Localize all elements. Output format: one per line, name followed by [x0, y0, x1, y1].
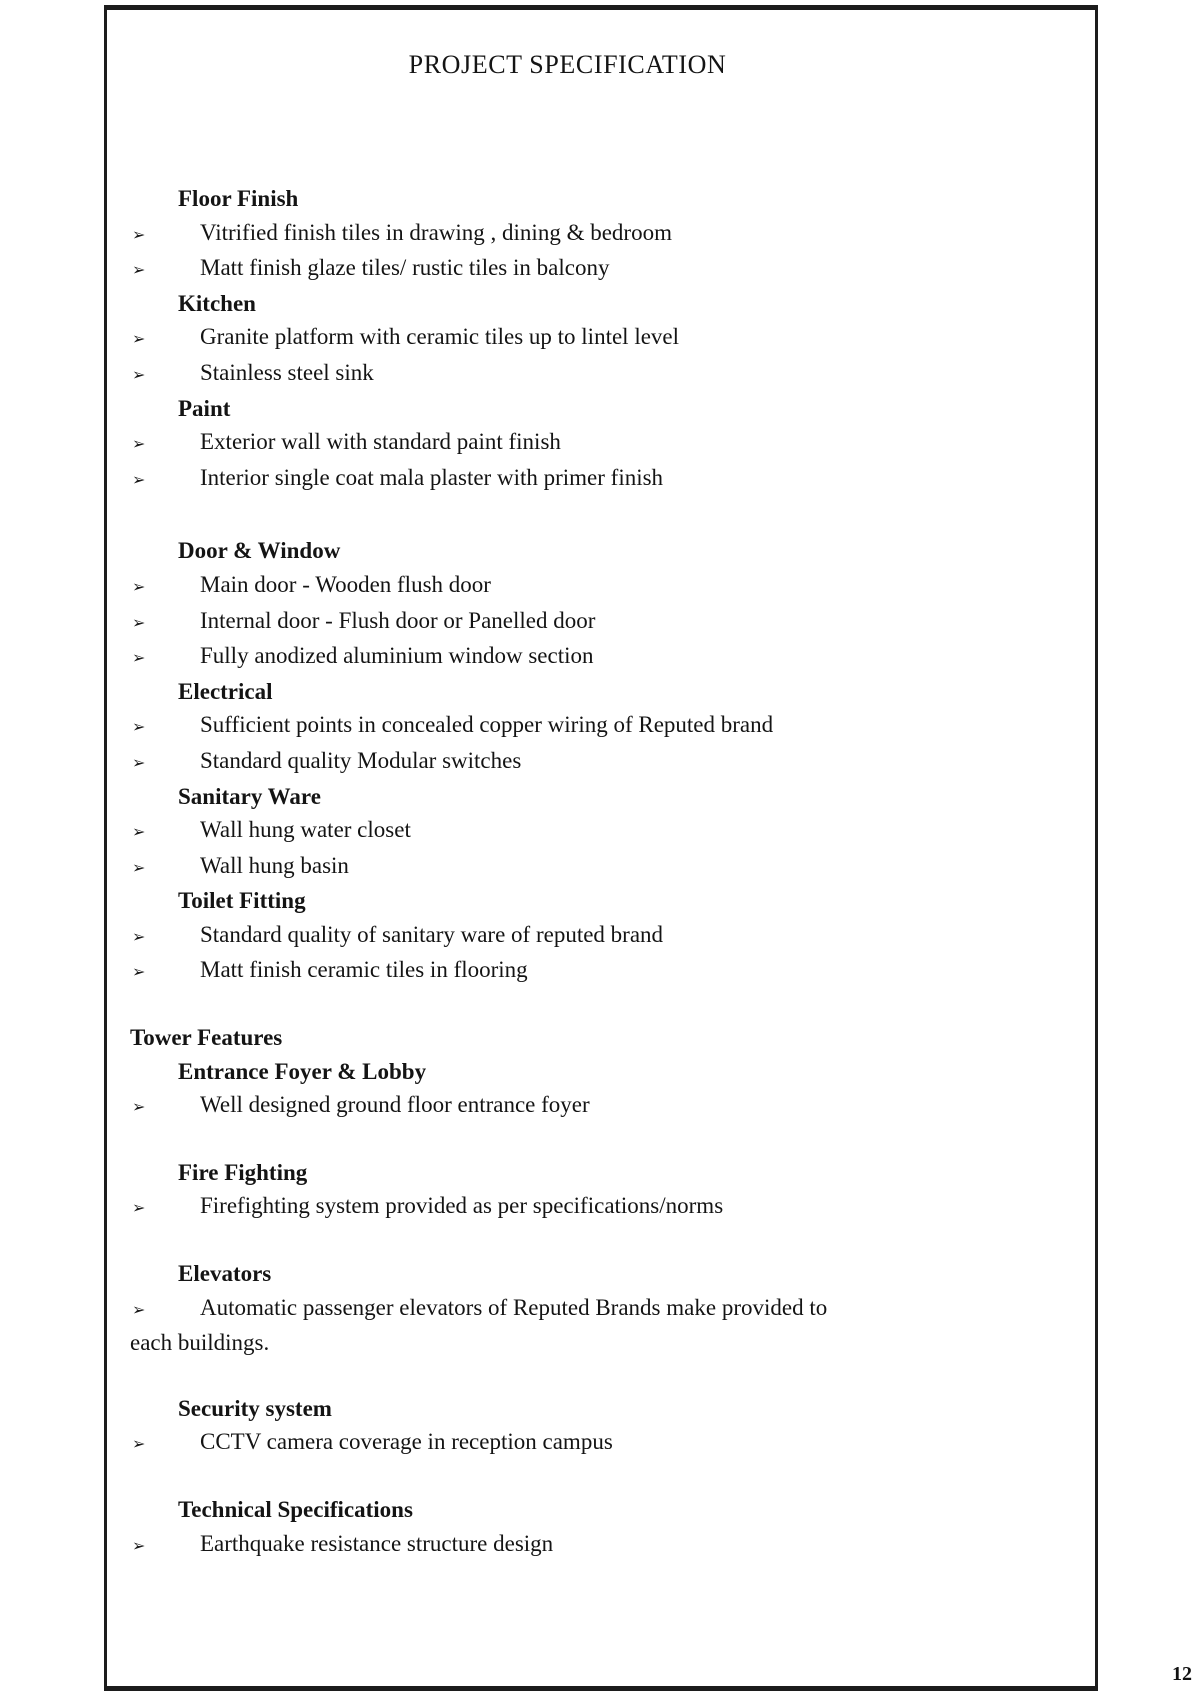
list-item-text: CCTV camera coverage in reception campus — [200, 1429, 613, 1455]
list-item-text: Standard quality of sanitary ware of reputed brand — [200, 921, 664, 947]
list-item-text: Granite platform with ceramic tiles up to lintel level — [200, 324, 680, 350]
list-item — [130, 813, 1055, 849]
list-item-text: Internal door - Flush door or Panelled door — [200, 607, 596, 633]
list-item — [130, 744, 1055, 780]
section-heading-security-system: Security system — [178, 1395, 332, 1421]
section-sanitary-ware — [130, 780, 1055, 885]
arrow-bullet-icon: ➢ — [132, 1097, 146, 1117]
section-security-system — [130, 1392, 1055, 1461]
list-item-continuation: each buildings. — [130, 1330, 270, 1356]
spacer — [130, 496, 1055, 534]
spacer — [130, 1360, 1055, 1392]
section-heading-technical-specifications: Technical Specifications — [178, 1497, 413, 1522]
section-heading-entrance-foyer-lobby: Entrance Foyer & Lobby — [178, 1058, 427, 1084]
list-item-text: Interior single coat mala plaster with primer finish — [200, 464, 664, 490]
section-heading-fire-fighting: Fire Fighting — [178, 1159, 308, 1185]
list-item — [130, 1189, 1055, 1225]
list-item-text: Wall hung basin — [200, 852, 349, 878]
section-paint — [130, 392, 1055, 497]
list-item-text: Firefighting system provided as per specifications/norms — [200, 1193, 724, 1219]
list-item — [130, 849, 1055, 885]
list-item — [130, 1527, 1055, 1563]
arrow-bullet-icon: ➢ — [132, 612, 146, 632]
list-item — [130, 461, 1055, 497]
arrow-bullet-icon: ➢ — [132, 962, 146, 982]
arrow-bullet-icon: ➢ — [132, 329, 146, 349]
arrow-bullet-icon: ➢ — [132, 364, 146, 384]
list-item — [130, 604, 1055, 640]
page-border — [104, 5, 1098, 1691]
arrow-bullet-icon: ➢ — [132, 469, 146, 489]
section-heading-paint: Paint — [178, 395, 231, 421]
spacer — [130, 82, 1055, 182]
list-item — [130, 953, 1055, 989]
list-item — [130, 708, 1055, 744]
spacer — [130, 1461, 1055, 1493]
list-item — [130, 918, 1055, 954]
arrow-bullet-icon: ➢ — [132, 717, 146, 737]
section-entrance-foyer-lobby — [130, 1055, 1055, 1124]
list-item-text: Matt finish ceramic tiles in flooring — [200, 957, 528, 983]
arrow-bullet-icon: ➢ — [132, 1434, 146, 1454]
arrow-bullet-icon: ➢ — [132, 434, 146, 454]
page-number: 12 — [1172, 1663, 1192, 1685]
arrow-bullet-icon: ➢ — [132, 752, 146, 772]
spacer — [130, 989, 1055, 1021]
list-item-text: Earthquake resistance structure design — [200, 1530, 554, 1556]
list-item-text: Wall hung water closet — [200, 817, 411, 843]
list-item-text: Vitrified finish tiles in drawing , dining & bedroom — [200, 219, 672, 245]
list-item-text: Automatic passenger elevators of Reputed Brands make provided to — [200, 1294, 828, 1320]
arrow-bullet-icon: ➢ — [132, 1198, 146, 1218]
list-item — [130, 320, 1055, 356]
arrow-bullet-icon: ➢ — [132, 576, 146, 596]
section-heading-floor-finish: Floor Finish — [178, 186, 299, 211]
section-heading-electrical: Electrical — [178, 678, 273, 704]
section-door-window — [130, 534, 1055, 674]
list-item — [130, 356, 1055, 392]
section-heading-elevators: Elevators — [178, 1261, 272, 1287]
section-heading-tower-features: Tower Features — [130, 1025, 283, 1051]
page-title: PROJECT SPECIFICATION — [408, 50, 727, 79]
list-item-text: Exterior wall with standard paint finish — [200, 429, 561, 455]
list-item — [130, 425, 1055, 461]
spacer — [130, 1124, 1055, 1156]
list-item-text: Standard quality Modular switches — [200, 747, 522, 773]
list-item-text: Main door - Wooden flush door — [200, 571, 491, 597]
list-item — [130, 1425, 1055, 1461]
arrow-bullet-icon: ➢ — [132, 822, 146, 842]
list-item-text: Sufficient points in concealed copper wiring of Reputed brand — [200, 712, 774, 738]
section-kitchen — [130, 287, 1055, 392]
arrow-bullet-icon: ➢ — [132, 260, 146, 280]
list-item-text: Stainless steel sink — [200, 359, 374, 385]
list-item — [130, 1088, 1055, 1124]
section-heading-sanitary-ware: Sanitary Ware — [178, 783, 321, 809]
list-item-text: Fully anodized aluminium window section — [200, 643, 594, 669]
arrow-bullet-icon: ➢ — [132, 648, 146, 668]
arrow-bullet-icon: ➢ — [132, 1535, 146, 1555]
section-heading-toilet-fitting: Toilet Fitting — [178, 888, 306, 914]
list-item — [130, 1291, 1055, 1327]
arrow-bullet-icon: ➢ — [132, 1299, 146, 1319]
section-floor-finish — [130, 182, 1055, 287]
list-item — [130, 639, 1055, 675]
list-item — [130, 251, 1055, 287]
arrow-bullet-icon: ➢ — [132, 926, 146, 946]
section-fire-fighting — [130, 1156, 1055, 1225]
section-heading-door-window: Door & Window — [178, 538, 341, 564]
list-item-text: Well designed ground floor entrance foyer — [200, 1092, 590, 1118]
section-technical-specifications — [130, 1493, 1055, 1562]
section-electrical — [130, 675, 1055, 780]
list-item-text: Matt finish glaze tiles/ rustic tiles in balcony — [200, 255, 610, 281]
section-toilet-fitting — [130, 884, 1055, 989]
arrow-bullet-icon: ➢ — [132, 224, 146, 244]
spacer — [130, 1225, 1055, 1257]
section-elevators — [130, 1257, 1055, 1360]
section-heading-kitchen: Kitchen — [178, 290, 256, 316]
list-item — [130, 568, 1055, 604]
arrow-bullet-icon: ➢ — [132, 857, 146, 877]
list-item — [130, 216, 1055, 252]
